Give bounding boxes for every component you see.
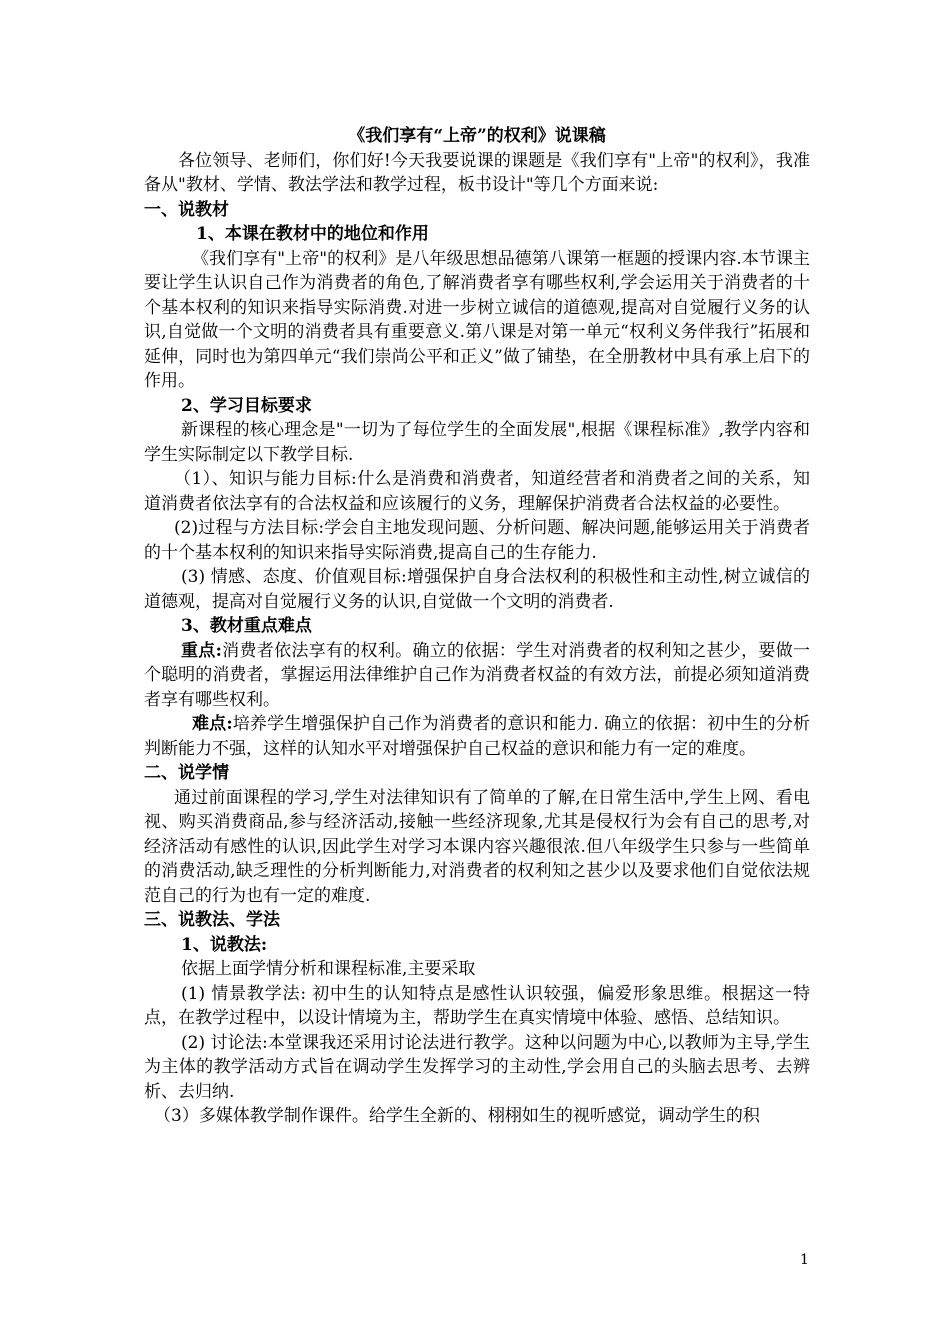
subheading-position-role: 1、本课在教材中的地位和作用	[196, 224, 429, 244]
goal-emotion: (3) 情感、态度、价值观目标:增强保护自身合法权利的积极性和主动性,树立诚信的道德观，提高对自觉履行义务的认识,自觉做一个文明的消费者.	[144, 567, 810, 612]
subheading-learning-goals: 2、学习目标要求	[181, 395, 312, 416]
document-title: 《我们享有“上帝”的权利》说课稿	[348, 126, 606, 146]
section-heading-textbook: 一、说教材	[144, 199, 229, 220]
method-discussion: (2) 讨论法:本堂课我还采用讨论法进行教学。这种以问题为中心,以教师为主导,学生为主体的教学活动方式旨在调动学生发挥学习的主动性,学会用自己的头脑去思考、去辨析、去归纳.	[144, 1032, 810, 1102]
paragraph-key-point	[144, 639, 810, 713]
paragraph-learning-goals: 新课程的核心理念是"一切为了每位学生的全面发展",根据《课程标准》,教学内容和学生实际制定以下教学目标.	[144, 420, 810, 465]
difficult-point-text: 培养学生增强保护自己作为消费者的意识和能力. 确立的依据：初中生的分析判断能力不强，这样的认知水平对增强保护自己权益的意识和能力有一定的难度。	[144, 714, 810, 759]
subheading-key-points: 3、教材重点难点	[181, 616, 312, 636]
key-point-text: 消费者依法享有的权利。确立的依据：学生对消费者的权利知之甚少，要做一个聪明的消费者，掌握运用法律维护自己作为消费者权益的有效方法，前提必须知道消费者享有哪些权利。	[144, 640, 810, 710]
page-number: 1	[800, 1252, 809, 1268]
goal-process: (2)过程与方法目标:学会自主地发现问题、分析问题、解决问题,能够运用关于消费者的十个基本权利的知识来指导实际消费,提高自己的生存能力.	[144, 518, 810, 563]
paragraph-position-role: 《我们享有"上帝"的权利》是八年级思想品德第八课第一框题的授课内容.本节课主要让学生认识自己作为消费者的角色,了解消费者享有哪些权利,学会运用关于消费者的十个基本权利的知识来指导实际消费.对进一步树立诚信的道德观,提高对自觉履行义务的认识,自觉做一个文明的消费者具有重要意义.第八课是对第一单元“权利义务伴我行”拓展和延伸，同时也为第四单元“我们崇尚公平和正义”做了铺垫，在全册教材中具有承上启下的作用。	[144, 248, 810, 391]
key-point-label: 重点:	[181, 640, 222, 661]
paragraph-methods-lead: 依据上面学情分析和课程标准,主要采取	[181, 959, 476, 979]
section-heading-students: 二、说学情	[144, 763, 229, 783]
subheading-teaching-methods: 1、说教法:	[181, 934, 268, 955]
document-body	[144, 124, 810, 1129]
section-heading-methods: 三、说教法、学法	[144, 910, 280, 930]
paragraph-students: 通过前面课程的学习,学生对法律知识有了简单的了解,在日常生活中,学生上网、看电视、购买消费商品,参与经济活动,接触一些经济现象,尤其是侵权行为会有自己的思考,对经济活动有感性的认识,因此学生对学习本课内容兴趣很浓.但八年级学生只参与一些简单的消费活动,缺乏理性的分析判断能力,对消费者的权利知之甚少以及要求他们自觉依法规范自己的行为也有一定的难度.	[144, 787, 810, 906]
paragraph-difficult-point	[144, 712, 810, 761]
method-situational: (1) 情景教学法: 初中生的认知特点是感性认识较强，偏爱形象思维。根据这一特点，在教学过程中，以设计情境为主，帮助学生在真实情境中体验、感悟、总结知识。	[144, 983, 810, 1028]
goal-knowledge: （1）、知识与能力目标:什么是消费和消费者，知道经营者和消费者之间的关系，知道消费者依法享有的合法权益和应该履行的义务，理解保护消费者合法权益的必要性。	[144, 469, 810, 514]
method-multimedia: （3）多媒体教学制作课件。给学生全新的、栩栩如生的视听感觉，调动学生的积	[154, 1106, 760, 1126]
intro-paragraph: 各位领导、老师们，你们好!今天我要说课的课题是《我们享有"上帝"的权利》，我准备从"教材、学情、教法学法和教学过程，板书设计"等几个方面来说:	[144, 150, 810, 195]
difficult-point-label: 难点:	[192, 714, 233, 734]
